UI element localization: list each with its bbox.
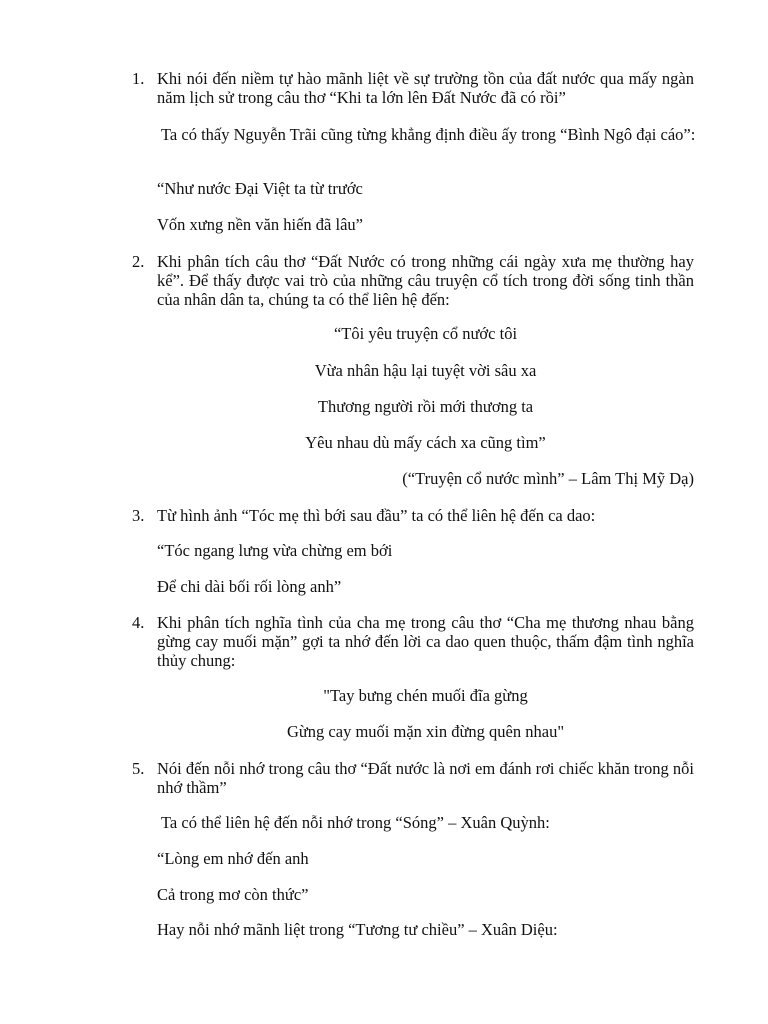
list-item-5 bbox=[132, 759, 694, 797]
item-number: 1. bbox=[132, 69, 145, 88]
list-item-4 bbox=[132, 613, 694, 670]
follow-paragraph: Ta có thể liên hệ đến nỗi nhớ trong “Sóng” – Xuân Quỳnh: bbox=[161, 813, 550, 832]
follow-paragraph: Ta có thấy Nguyễn Trãi cũng từng khẳng định điều ấy trong “Bình Ngô đại cáo”: bbox=[161, 125, 696, 144]
quote-line: “Tôi yêu truyện cổ nước tôi bbox=[333, 324, 518, 343]
list-item-1 bbox=[132, 69, 694, 107]
item-number: 5. bbox=[132, 759, 145, 778]
quote-source: (“Truyện cổ nước mình” – Lâm Thị Mỹ Dạ) bbox=[402, 469, 694, 488]
item-lead-paragraph: Từ hình ảnh “Tóc mẹ thì bới sau đầu” ta có thể liên hệ đến ca dao: bbox=[157, 506, 596, 525]
list-item-3 bbox=[132, 506, 694, 525]
quote-line: "Tay bưng chén muối đĩa gừng bbox=[323, 686, 528, 705]
item-number: 3. bbox=[132, 506, 145, 525]
item-lead-paragraph: Khi nói đến niềm tự hào mãnh liệt về sự trường tồn của đất nước qua mấy ngàn năm lịch sử trong câu thơ “Khi ta lớn lên Đất Nước đã có rồi” bbox=[157, 69, 694, 107]
item-number: 4. bbox=[132, 613, 145, 632]
quote-line: Vừa nhân hậu lại tuyệt vời sâu xa bbox=[314, 361, 537, 380]
item-lead-paragraph: Khi phân tích câu thơ “Đất Nước có trong những cái ngày xưa mẹ thường hay kể”. Để thấy được vai trò của những câu truyện cổ tích trong đời sống tinh thần của nhân dân ta, chúng ta có thể liên hệ đến: bbox=[157, 252, 694, 309]
quote-line: “Như nước Đại Việt ta từ trước bbox=[157, 179, 363, 198]
quote-line: Thương người rồi mới thương ta bbox=[317, 397, 534, 416]
quote-line: Cả trong mơ còn thức” bbox=[157, 885, 309, 904]
quote-line: Yêu nhau dù mấy cách xa cũng tìm” bbox=[305, 433, 546, 452]
quote-line: Gừng cay muối mặn xin đừng quên nhau" bbox=[286, 722, 565, 741]
quote-line: “Tóc ngang lưng vừa chừng em bới bbox=[157, 541, 393, 560]
item-number: 2. bbox=[132, 252, 145, 271]
list-item-2 bbox=[132, 252, 694, 309]
follow-paragraph: Hay nỗi nhớ mãnh liệt trong “Tương tư chiều” – Xuân Diệu: bbox=[157, 920, 558, 939]
quote-line: “Lòng em nhớ đến anh bbox=[157, 849, 309, 868]
item-lead-paragraph: Khi phân tích nghĩa tình của cha mẹ trong câu thơ “Cha mẹ thương nhau bằng gừng cay muối mặn” gợi ta nhớ đến lời ca dao quen thuộc, thấm đậm tình nghĩa thủy chung: bbox=[157, 613, 694, 670]
item-lead-paragraph: Nói đến nỗi nhớ trong câu thơ “Đất nước là nơi em đánh rơi chiếc khăn trong nỗi nhớ thầm” bbox=[157, 759, 694, 797]
quote-line: Để chi dài bối rối lòng anh” bbox=[157, 577, 342, 596]
quote-line: Vốn xưng nền văn hiến đã lâu” bbox=[157, 215, 363, 234]
